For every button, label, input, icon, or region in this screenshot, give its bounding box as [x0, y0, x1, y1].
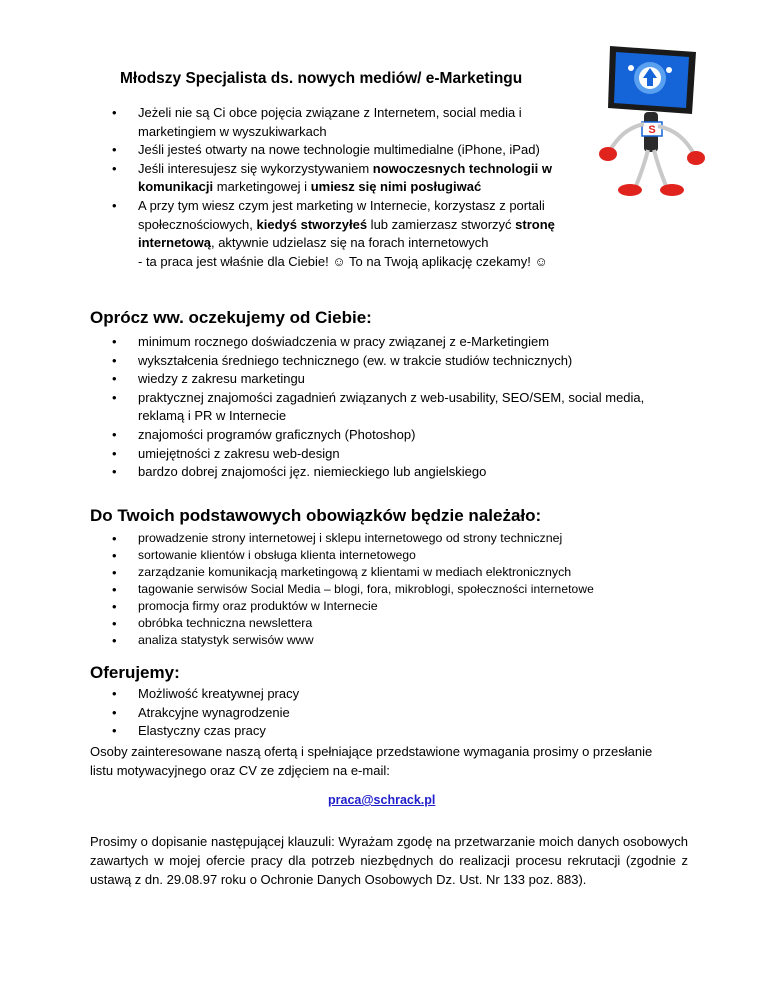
list-item: • obróbka techniczna newslettera	[112, 615, 672, 632]
list-item: • wykształcenia średniego technicznego (ew. w trakcie studiów technicznych)	[112, 352, 652, 371]
list-item: • promocja firmy oraz produktów w Internecie	[112, 598, 672, 615]
apply-text: Osoby zainteresowane naszą ofertą i spełniające przedstawione wymagania prosimy o przesłanie listu motywacyjnego oraz CV ze zdjęciem na e-mail:	[90, 744, 653, 778]
list-item: • Elastyczny czas pracy	[112, 722, 412, 741]
intro-text: Jeżeli nie są Ci obce pojęcia związane z Internetem, social media i marketingiem w wyszukiwarkach	[138, 105, 522, 139]
list-item: • wiedzy z zakresu marketingu	[112, 370, 652, 389]
list-item: • bardzo dobrej znajomości jęz. niemieckiego lub angielskiego	[112, 463, 652, 482]
list-item: • minimum rocznego doświadczenia w pracy związanej z e-Marketingiem	[112, 333, 652, 352]
section-heading-duties: Do Twoich podstawowych obowiązków będzie należało:	[90, 506, 542, 525]
section-heading-offer: Oferujemy:	[90, 663, 180, 682]
intro-emphasis: stronę internetową	[138, 216, 555, 251]
list-item: • prowadzenie strony internetowej i sklepu internetowego od strony technicznej	[112, 530, 672, 547]
intro-text: A przy tym wiesz czym jest marketing w Internecie, korzystasz z portali społecznościowych,	[138, 197, 545, 232]
privacy-clause: Prosimy o dopisanie następującej klauzuli: Wyrażam zgodę na przetwarzanie moich danych osobowych zawartych w mojej ofercie pracy dla potrzeb niezbędnych do realizacji procesu rekrutacji (zgodnie z ustawą z dn. 29.08.97 roku o Ochronie Danych Osobowych Dz. Ust. Nr 133 poz. 883).	[90, 834, 688, 887]
intro-item	[112, 197, 582, 253]
badge-letter: S	[648, 124, 656, 136]
intro-text: Jeśli interesujesz się wykorzystywaniem	[138, 160, 373, 176]
intro-emphasis: kiedyś stworzyłeś	[256, 216, 368, 232]
list-item: • praktycznej znajomości zagadnień związanych z web-usability, SEO/SEM, social media, reklamą i PR w Internecie	[112, 389, 652, 426]
list-item: • znajomości programów graficznych (Photoshop)	[112, 426, 652, 445]
intro-text: , aktywnie udzielasz się na forach internetowych	[210, 235, 489, 251]
list-item: • zarządzanie komunikacją marketingową z klientami w mediach elektronicznych	[112, 564, 672, 581]
intro-item	[112, 141, 582, 160]
list-item: • umiejętności z zakresu web-design	[112, 445, 652, 464]
email-link[interactable]: praca@schrack.pl	[328, 793, 436, 807]
list-item: • tagowanie serwisów Social Media – blogi, fora, mikroblogi, społeczności internetowe	[112, 581, 672, 598]
section-heading-expectations: Oprócz ww. oczekujemy od Ciebie:	[90, 308, 372, 327]
intro-tail: - ta praca jest właśnie dla Ciebie! ☺ To na Twoją aplikację czekamy! ☺	[138, 254, 548, 269]
offer-list	[112, 685, 412, 741]
list-item: • Atrakcyjne wynagrodzenie	[112, 704, 412, 723]
computer-mascot-icon	[596, 38, 706, 198]
intro-text: marketingowej i	[213, 179, 311, 195]
intro-list	[112, 104, 582, 253]
intro-emphasis: umiesz się nimi posługiwać	[310, 179, 482, 195]
intro-text: lub zamierzasz stworzyć	[367, 216, 516, 232]
list-item: • sortowanie klientów i obsługa klienta internetowego	[112, 547, 672, 564]
page-title: Młodszy Specjalista ds. nowych mediów/ e-Marketingu	[120, 70, 523, 87]
list-item: • Możliwość kreatywnej pracy	[112, 685, 412, 704]
duties-list	[112, 530, 672, 649]
expectations-list	[112, 333, 652, 482]
intro-item	[112, 104, 582, 141]
intro-item	[112, 160, 582, 197]
intro-emphasis: nowoczesnych technologii w komunikacji	[138, 160, 552, 195]
intro-text: Jeśli jesteś otwarty na nowe technologie multimedialne (iPhone, iPad)	[138, 142, 540, 158]
list-item: • analiza statystyk serwisów www	[112, 632, 672, 649]
